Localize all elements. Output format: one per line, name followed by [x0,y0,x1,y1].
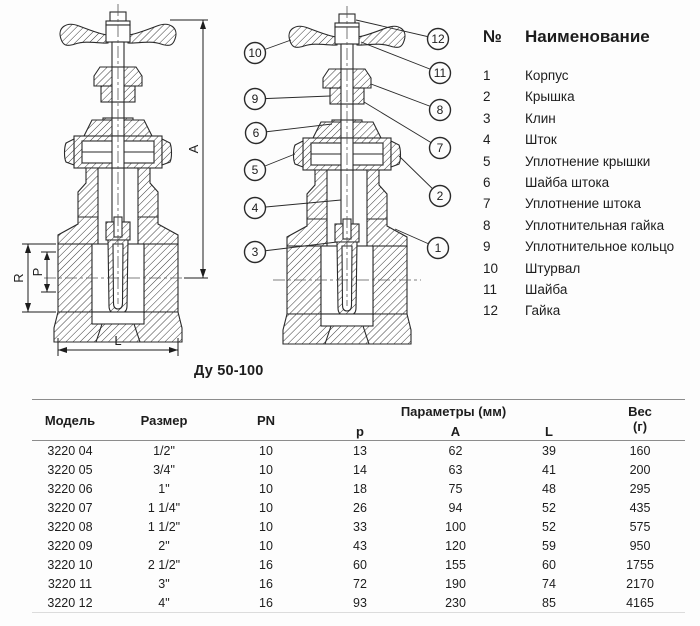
cell-a: 94 [448,500,463,515]
cell-weight: 200 [629,462,651,477]
part-number: 4 [483,132,491,148]
spec-row [32,574,685,593]
part-number: 5 [483,153,491,169]
svg-text:3: 3 [251,245,259,259]
cell-pn: 10 [259,519,273,534]
spec-row [32,517,685,536]
part-name: Уплотнение штока [525,196,642,212]
cell-model: 3220 11 [47,576,93,591]
cell-l: 52 [542,519,556,534]
cell-size: 2" [158,538,170,553]
parts-header-name: Наименование [525,27,650,46]
callout-balloon-10 [245,43,266,64]
callout-balloon-2 [430,186,451,207]
part-name: Крышка [525,89,575,105]
col-header-pn: PN [256,412,276,428]
cell-l: 39 [542,443,556,458]
cell-model: 3220 04 [47,443,93,458]
parts-list-item [483,215,695,236]
part-number: 9 [483,239,491,255]
cell-pn: 16 [259,595,273,610]
part-name: Шайба [525,282,568,298]
svg-text:5: 5 [251,163,259,177]
svg-text:10: 10 [248,46,262,60]
part-name: Уплотнение крышки [525,153,651,169]
cell-l: 85 [542,595,556,610]
parts-list-item [483,151,695,172]
callout-balloon-4 [245,198,266,219]
col-header-model: Модель [44,412,96,428]
valve-technical-drawing [0,0,470,392]
parts-list-item [483,300,695,321]
part-name: Уплотнительное кольцо [525,239,675,255]
parts-list-item [483,258,695,279]
cell-p: 93 [353,595,367,610]
col-header-weight [595,400,685,441]
svg-text:11: 11 [433,66,447,80]
cell-model: 3220 08 [47,519,93,534]
part-number: 10 [483,260,499,276]
spec-row [32,593,685,613]
cell-a: 230 [445,595,466,610]
cell-p: 43 [353,538,367,553]
cell-pn: 16 [259,576,273,591]
cell-weight: 435 [629,500,651,515]
col-header-size: Размер [140,412,188,428]
cell-p: 60 [353,557,367,572]
cell-p: 18 [353,481,367,496]
parts-list-item [483,65,695,86]
part-number: 2 [483,89,491,105]
cell-a: 120 [445,538,466,553]
part-number: 3 [483,110,491,126]
part-name: Гайка [525,303,561,319]
parts-list-item [483,129,695,150]
svg-text:1: 1 [434,241,442,255]
dim-label-r: R [11,273,26,283]
parts-list-item [483,172,695,193]
part-number: 6 [483,175,491,191]
callout-balloon-9 [245,89,266,110]
cell-weight: 950 [629,538,651,553]
cell-size: 2 1/2" [147,557,181,572]
cell-l: 74 [542,576,556,591]
cell-a: 190 [445,576,466,591]
cell-weight: 160 [629,443,651,458]
cell-p: 72 [353,576,367,591]
callout-balloon-11 [430,63,451,84]
cell-size: 3" [158,576,170,591]
parts-list-item [483,279,695,300]
spec-row [32,498,685,517]
cell-model: 3220 09 [47,538,93,553]
cell-p: 14 [353,462,367,477]
parts-list-item [483,236,695,257]
cell-a: 75 [448,481,463,496]
cell-size: 1 1/4" [147,500,181,515]
col-header-a: A [450,423,461,439]
callout-balloon-1 [428,238,449,259]
cell-size: 4" [158,595,170,610]
cell-a: 62 [448,443,463,458]
svg-text:9: 9 [251,92,259,106]
cell-weight: 575 [629,519,651,534]
cell-pn: 10 [259,481,273,496]
cell-l: 41 [542,462,556,477]
cell-p: 13 [353,443,367,458]
cell-pn: 10 [259,538,273,553]
cell-size: 3/4" [153,462,175,477]
spec-table-body [32,441,685,613]
svg-text:7: 7 [436,141,444,155]
part-number: 11 [483,282,498,298]
cell-size: 1 1/2" [147,519,181,534]
parts-list-item [483,86,695,107]
spec-table [32,399,685,613]
cell-weight: 2170 [626,576,654,591]
cell-a: 100 [445,519,466,534]
parts-list-item [483,108,695,129]
cell-weight: 4165 [626,595,654,610]
col-header-weight-line2: (г) [632,419,648,434]
spec-row [32,441,685,461]
svg-text:6: 6 [252,126,260,140]
cell-model: 3220 05 [47,462,93,477]
spec-row [32,555,685,574]
cell-model: 3220 10 [47,557,93,572]
svg-text:12: 12 [431,32,445,46]
cell-weight: 295 [629,481,651,496]
cell-pn: 10 [259,443,273,458]
cell-p: 26 [353,500,367,515]
cell-a: 63 [448,462,463,477]
callout-balloon-5 [245,160,266,181]
cell-model: 3220 06 [47,481,93,496]
col-header-params-group: Параметры (мм) [400,403,507,419]
cell-size: 1/2" [153,443,175,458]
parts-list-header [483,27,695,47]
part-name: Шайба штока [525,175,610,191]
cell-model: 3220 12 [47,595,93,610]
part-number: 1 [483,68,491,83]
part-name: Корпус [525,68,569,83]
cell-pn: 16 [259,557,273,572]
callout-balloon-7 [430,138,451,159]
parts-list [483,27,695,322]
spec-row [32,460,685,479]
cell-l: 60 [542,557,556,572]
svg-text:2: 2 [436,189,444,203]
parts-header-number: № [483,27,502,46]
callout-balloon-6 [246,123,267,144]
part-name: Клин [525,110,556,126]
spec-table-head [32,400,685,441]
cell-pn: 10 [259,500,273,515]
dim-label-l: L [114,333,122,348]
cell-pn: 10 [259,462,273,477]
col-header-p: p [356,423,364,439]
right-valve-drawing [245,6,451,344]
cell-model: 3220 07 [47,500,93,515]
spec-row [32,536,685,555]
svg-text:4: 4 [251,201,259,215]
part-number: 12 [483,303,499,319]
cell-a: 155 [445,557,466,572]
spec-row [32,479,685,498]
svg-text:8: 8 [436,103,444,117]
callout-balloon-3 [245,242,266,263]
part-name: Штурвал [525,260,581,276]
part-number: 7 [483,196,491,212]
parts-list-item [483,193,695,214]
part-name: Уплотнительная гайка [525,217,665,233]
dim-label-a: A [186,144,201,154]
cell-weight: 1755 [626,557,654,572]
cell-size: 1" [158,481,170,496]
cell-l: 52 [542,500,556,515]
size-range-label: Ду 50-100 [194,363,264,379]
cell-l: 59 [542,538,556,553]
col-header-weight-line1: Вес [628,404,652,420]
dim-label-p: P [30,267,45,277]
part-number: 8 [483,217,491,233]
callout-balloon-8 [430,100,451,121]
part-name: Шток [525,132,557,148]
cell-l: 48 [542,481,556,496]
cell-p: 33 [353,519,367,534]
col-header-l: L [545,423,553,439]
left-valve-drawing [11,4,208,356]
callout-balloon-12 [428,29,449,50]
